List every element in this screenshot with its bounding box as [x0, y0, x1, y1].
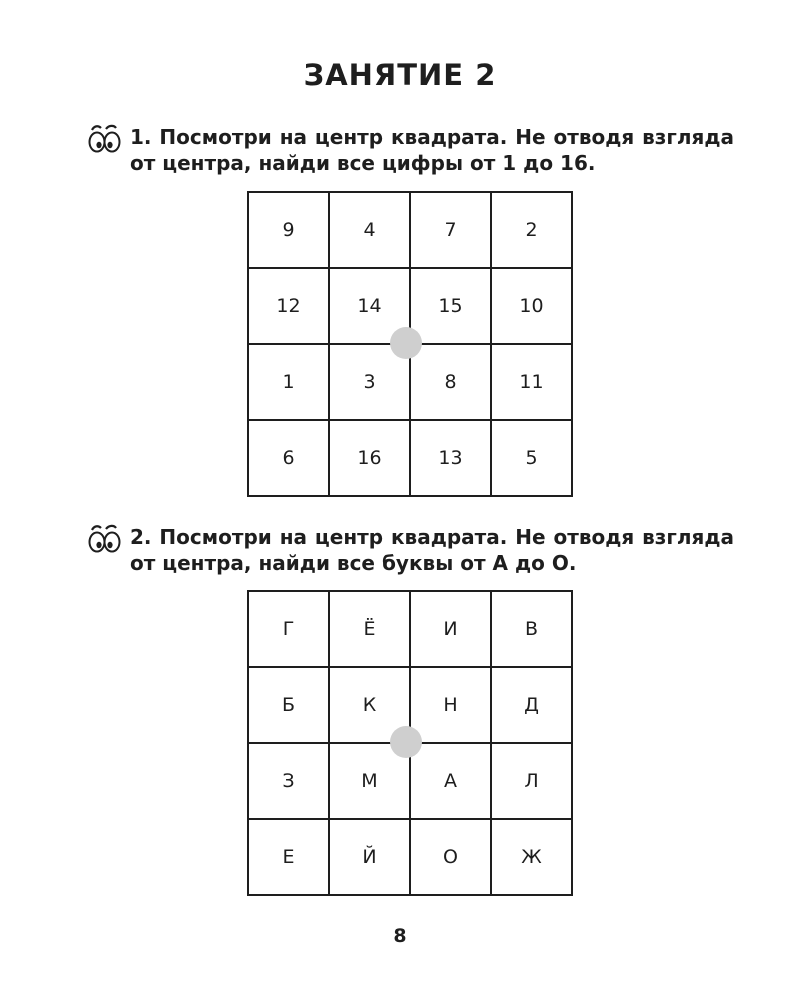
grid-cell: 2 [491, 192, 572, 268]
grid-cell: 4 [329, 192, 410, 268]
center-dot [390, 327, 422, 359]
grid-cell: А [410, 743, 491, 819]
task-2 [84, 524, 734, 584]
grid-cell: 5 [491, 420, 572, 496]
grid-cell: О [410, 819, 491, 895]
grid-cell: 12 [248, 268, 329, 344]
grid-row [248, 192, 572, 268]
grid-cell: 3 [329, 344, 410, 420]
grid-cell: 7 [410, 192, 491, 268]
grid-cell: Б [248, 667, 329, 743]
grid-cell: 1 [248, 344, 329, 420]
task-1-instruction: 1. Посмотри на центр квадрата. Не отводя взгляда от центра, найди все цифры от 1 до 16. [130, 125, 734, 175]
task-1 [84, 124, 734, 184]
grid-cell: 6 [248, 420, 329, 496]
grid-cell: Л [491, 743, 572, 819]
center-dot [390, 726, 422, 758]
grid-cell: Е [248, 819, 329, 895]
grid-cell: И [410, 591, 491, 667]
grid-cell: 10 [491, 268, 572, 344]
eyes-icon [84, 524, 124, 554]
page-title: ЗАНЯТИЕ 2 [303, 58, 497, 92]
grid-cell: 13 [410, 420, 491, 496]
grid-cell: 11 [491, 344, 572, 420]
grid-cell: Н [410, 667, 491, 743]
page-number: 8 [393, 925, 407, 947]
task-2-instruction: 2. Посмотри на центр квадрата. Не отводя взгляда от центра, найди все буквы от А до О. [130, 525, 734, 575]
grid-cell: Й [329, 819, 410, 895]
grid-cell: 15 [410, 268, 491, 344]
eyes-icon [84, 124, 124, 154]
grid-cell: 8 [410, 344, 491, 420]
grid-cell: Ж [491, 819, 572, 895]
grid-cell: 14 [329, 268, 410, 344]
grid-cell: 16 [329, 420, 410, 496]
grid-row [248, 819, 572, 895]
letter-grid [247, 590, 565, 894]
grid-cell: Г [248, 591, 329, 667]
grid-cell: М [329, 743, 410, 819]
grid-row [248, 591, 572, 667]
grid-cell: Ё [329, 591, 410, 667]
grid-row [248, 420, 572, 496]
grid-cell: В [491, 591, 572, 667]
grid-cell: К [329, 667, 410, 743]
grid-cell: З [248, 743, 329, 819]
grid-cell: 9 [248, 192, 329, 268]
grid-cell: Д [491, 667, 572, 743]
number-grid [247, 191, 565, 495]
